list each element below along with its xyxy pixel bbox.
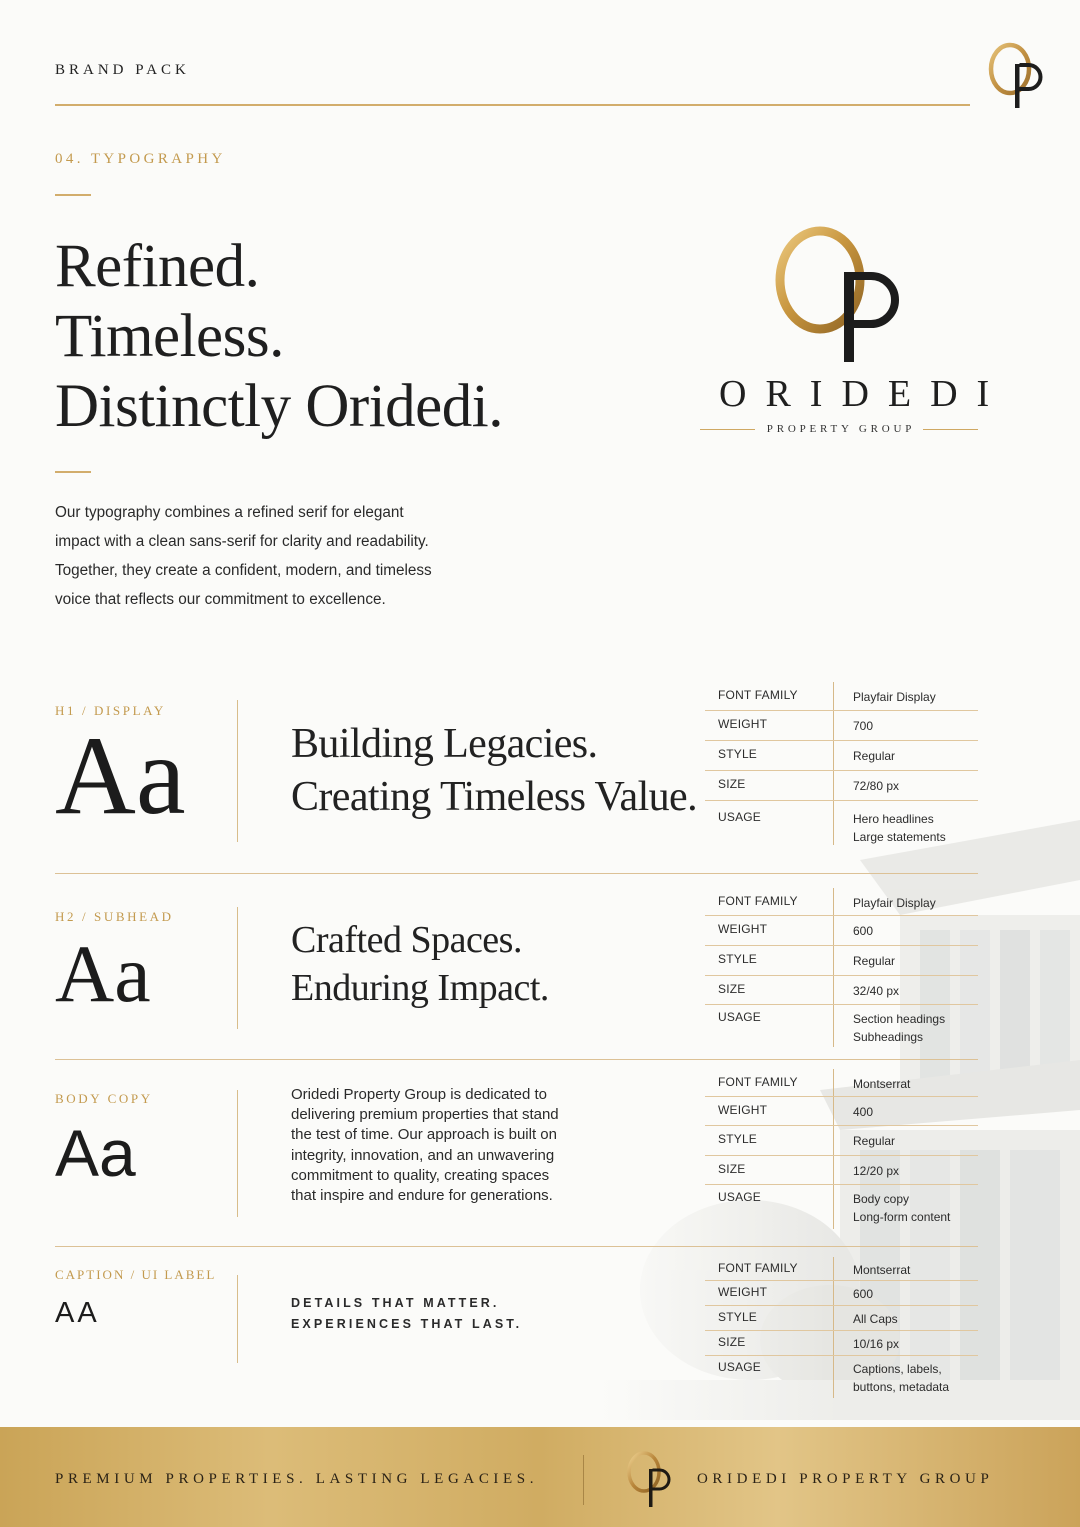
section-accent-rule [55, 194, 91, 196]
spec-key: WEIGHT [718, 1103, 768, 1117]
spec-value: Regular [833, 946, 978, 975]
spec-row [705, 1069, 978, 1097]
spec-value: Montserrat [833, 1069, 978, 1096]
spec-key: USAGE [718, 810, 762, 824]
spec-key: STYLE [718, 952, 758, 966]
sample-h2-line-1: Crafted Spaces. [291, 919, 522, 961]
spec-key: WEIGHT [718, 1285, 768, 1299]
spec-row [705, 1281, 978, 1306]
glyph-caption: AA [55, 1297, 100, 1329]
sample-h1-line-2: Creating Timeless Value. [291, 774, 697, 820]
hero-accent-rule [55, 471, 91, 473]
spec-row [705, 1126, 978, 1156]
sample-body-line-1: Oridedi Property Group is dedicated to [291, 1086, 547, 1103]
row-label-caption: CAPTION / UI LABEL [55, 1267, 217, 1282]
spec-table-h2 [705, 888, 978, 1047]
row-label-h1: H1 / DISPLAY [55, 703, 166, 718]
spec-value: Playfair Display [833, 888, 978, 915]
spec-row [705, 1097, 978, 1126]
glyph-h2: Aa [55, 928, 151, 1019]
spec-value: 700 [833, 711, 978, 740]
spec-row [705, 888, 978, 916]
section-title: 04. TYPOGRAPHY [55, 151, 226, 167]
spec-row [705, 1331, 978, 1356]
spec-row [705, 1156, 978, 1185]
spec-value: All Caps [833, 1306, 978, 1330]
hero-line-1: Refined. [55, 233, 260, 300]
sample-h2-line-2: Enduring Impact. [291, 967, 549, 1009]
row-divider-h1 [237, 700, 238, 842]
spec-row [705, 1306, 978, 1331]
header-divider [55, 104, 970, 106]
spec-key: FONT FAMILY [718, 1075, 798, 1089]
spec-value: 12/20 px [833, 1156, 978, 1184]
spec-key: SIZE [718, 777, 746, 791]
spec-value: 600 [833, 1281, 978, 1305]
row-separator [55, 873, 978, 874]
sample-body-line-4: integrity, innovation, and an unwavering [291, 1146, 555, 1164]
spec-value: Regular [833, 1126, 978, 1155]
spec-key: FONT FAMILY [718, 688, 798, 702]
spec-value: Montserrat [833, 1257, 978, 1280]
op-monogram-icon [986, 38, 1056, 114]
row-label-body: BODY COPY [55, 1091, 153, 1106]
spec-row [705, 1356, 978, 1398]
spec-value: 400 [833, 1097, 978, 1125]
spec-row [705, 946, 978, 976]
spec-key: STYLE [718, 747, 758, 761]
spec-value: Playfair Display [833, 682, 978, 710]
row-label-h2: H2 / SUBHEAD [55, 909, 174, 924]
footer-company-name: ORIDEDI PROPERTY GROUP [697, 1471, 994, 1487]
spec-row [705, 682, 978, 711]
spec-row [705, 771, 978, 801]
spec-table-body [705, 1069, 978, 1229]
hero-headline [55, 232, 503, 442]
sample-body-line-2: delivering premium properties that stand [291, 1106, 559, 1124]
spec-value: 72/80 px [833, 771, 978, 800]
brand-tagline-row [700, 420, 978, 438]
spec-key: FONT FAMILY [718, 1261, 798, 1275]
hero-line-3: Distinctly Oridedi. [55, 373, 503, 440]
spec-row [705, 1185, 978, 1229]
spec-key: SIZE [718, 1162, 746, 1176]
spec-key: USAGE [718, 1010, 762, 1024]
sample-h1-line-1: Building Legacies. [291, 721, 598, 767]
spec-row [705, 741, 978, 771]
sample-h2 [291, 916, 549, 1012]
tagline-left-rule [700, 429, 755, 430]
row-separator [55, 1059, 978, 1060]
spec-key: USAGE [718, 1190, 762, 1204]
spec-row [705, 1005, 978, 1047]
spec-value: 10/16 px [833, 1331, 978, 1355]
spec-table-caption [705, 1257, 978, 1398]
brand-wordmark: ORIDEDI [719, 373, 1009, 415]
spec-value: Hero headlines Large statements [833, 801, 978, 845]
row-divider-h2 [237, 907, 238, 1029]
tagline-right-rule [923, 429, 978, 430]
spec-row [705, 801, 978, 845]
glyph-body: Aa [55, 1116, 136, 1190]
spec-table-h1 [705, 682, 978, 845]
spec-value: 600 [833, 916, 978, 945]
glyph-h1: Aa [55, 714, 186, 838]
spec-key: FONT FAMILY [718, 894, 798, 908]
sample-caption [291, 1293, 522, 1334]
sample-caption-line-1: DETAILS THAT MATTER. [291, 1296, 500, 1310]
footer-divider [583, 1455, 584, 1505]
spec-key: WEIGHT [718, 922, 768, 936]
row-separator [55, 1246, 978, 1247]
sample-h1 [291, 718, 697, 824]
spec-value: 32/40 px [833, 976, 978, 1004]
brand-tagline: PROPERTY GROUP [766, 423, 916, 435]
spec-row [705, 976, 978, 1005]
spec-key: STYLE [718, 1310, 758, 1324]
spec-value: Regular [833, 741, 978, 770]
spec-key: SIZE [718, 982, 746, 996]
op-monogram-icon [770, 222, 910, 370]
hero-line-2: Timeless. [55, 303, 284, 370]
row-divider-caption [237, 1275, 238, 1363]
sample-caption-line-2: EXPERIENCES THAT LAST. [291, 1316, 523, 1331]
spec-row [705, 711, 978, 741]
spec-value: Captions, labels, buttons, metadata [833, 1356, 978, 1398]
intro-paragraph: Our typography combines a refined serif for elegant impact with a clean sans-serif for clarity and readability. Together, they create a confident, modern, and timeless voice that reflects our commitment to excellence. [55, 504, 432, 608]
spec-value: Section headings Subheadings [833, 1005, 978, 1047]
spec-row [705, 1257, 978, 1281]
spec-key: STYLE [718, 1132, 758, 1146]
sample-body-line-6: that inspire and endure for generations. [291, 1187, 553, 1205]
footer-slogan: PREMIUM PROPERTIES. LASTING LEGACIES. [55, 1471, 539, 1487]
brand-pack-label: BRAND PACK [55, 62, 190, 78]
spec-value: Body copy Long-form content [833, 1185, 978, 1229]
op-monogram-icon [625, 1448, 681, 1510]
sample-body-line-5: commitment to quality, creating spaces [291, 1166, 550, 1184]
sample-body-line-3: the test of time. Our approach is built on [291, 1126, 557, 1144]
row-divider-body [237, 1090, 238, 1217]
spec-key: WEIGHT [718, 717, 768, 731]
spec-key: SIZE [718, 1335, 746, 1349]
spec-row [705, 916, 978, 946]
spec-key: USAGE [718, 1360, 762, 1374]
sample-body [291, 1085, 559, 1206]
